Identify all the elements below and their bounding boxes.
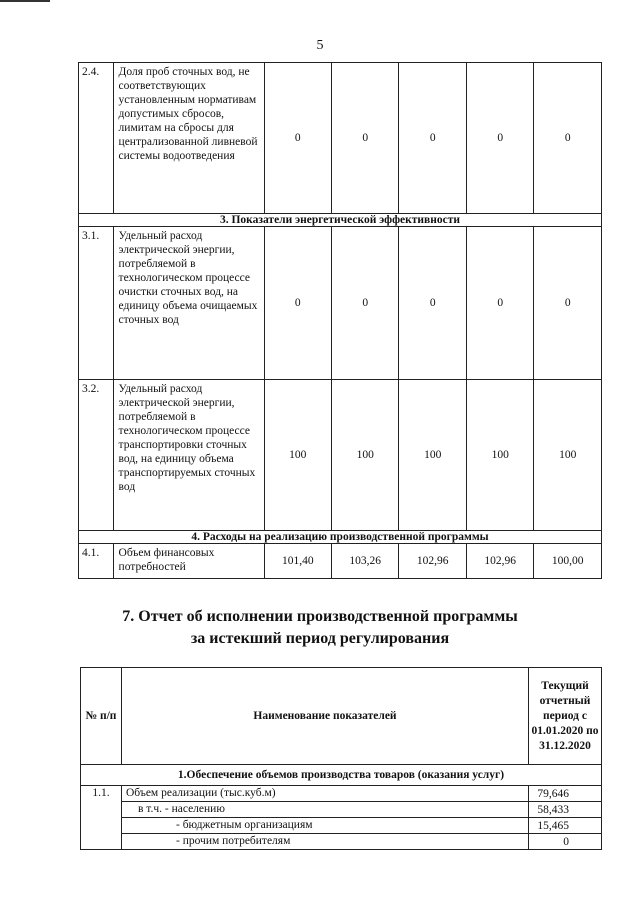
table-row — [79, 63, 602, 214]
table-row — [79, 380, 602, 531]
section-heading: 3. Показатели энергетической эффективности — [79, 214, 602, 227]
section-title-line2: за истекший период регулирования — [190, 630, 450, 647]
value-cell: 0 — [466, 227, 533, 380]
scan-edge-mark — [0, 0, 50, 2]
item-value: 15,465 — [529, 818, 602, 834]
item-label: в т.ч. - населению — [122, 802, 529, 818]
value-cell: 100 — [466, 380, 533, 531]
item-value: 79,646 — [529, 786, 602, 802]
value-cell: 100 — [399, 380, 466, 531]
value-cell: 0 — [264, 227, 331, 380]
value-cell: 100 — [264, 380, 331, 531]
indicator-name: Удельный расход электрической энергии, потребляемой в технологическом процессе очистки сточных вод, на единицу объема очищаемых сточных вод — [113, 227, 264, 380]
indent-cell — [122, 818, 161, 834]
row-number: 4.1. — [79, 544, 114, 579]
section-row — [79, 531, 602, 544]
row-number: 1.1. — [81, 786, 122, 850]
row-number: 2.4. — [79, 63, 114, 214]
value-cell: 100 — [534, 380, 602, 531]
indicator-name: Доля проб сточных вод, не соответствующих установленным нормативам допустимых сбросов, лимитам на сбросы для централизованной ливневой системы водоотведения — [113, 63, 264, 214]
value-cell: 0 — [534, 227, 602, 380]
indicators-table — [78, 62, 602, 579]
section-heading: 4. Расходы на реализацию производственной программы — [79, 531, 602, 544]
header-name: Наименование показателей — [122, 668, 529, 765]
value-cell: 0 — [399, 63, 466, 214]
page-number: 5 — [316, 38, 324, 53]
table-row — [81, 786, 602, 802]
item-value: 0 — [529, 834, 602, 850]
table-row — [79, 227, 602, 380]
value-cell: 0 — [332, 63, 399, 214]
value-cell: 102,96 — [399, 544, 466, 579]
indent-cell — [122, 834, 161, 850]
value-cell: 0 — [466, 63, 533, 214]
item-label: Объем реализации (тыс.куб.м) — [122, 786, 529, 802]
value-cell: 103,26 — [332, 544, 399, 579]
table-row — [81, 834, 602, 850]
table-row — [79, 544, 602, 579]
value-cell: 0 — [399, 227, 466, 380]
item-label: - бюджетным организациям — [160, 818, 529, 834]
section-heading: 1.Обеспечение объемов производства товаров (оказания услуг) — [81, 765, 602, 786]
value-cell: 0 — [264, 63, 331, 214]
item-label: - прочим потребителям — [160, 834, 529, 850]
indicator-name: Объем финансовых потребностей — [113, 544, 264, 579]
report-table — [80, 667, 602, 850]
section-row — [79, 214, 602, 227]
table-row — [81, 802, 602, 818]
section-row — [81, 765, 602, 786]
value-cell: 100,00 — [534, 544, 602, 579]
row-number: 3.2. — [79, 380, 114, 531]
indicator-name: Удельный расход электрической энергии, потребляемой в технологическом процессе транспортировки сточных вод, на единицу объема транспортируемых сточных вод — [113, 380, 264, 531]
item-value: 58,433 — [529, 802, 602, 818]
row-number: 3.1. — [79, 227, 114, 380]
table-row — [81, 818, 602, 834]
value-cell: 101,40 — [264, 544, 331, 579]
value-cell: 0 — [332, 227, 399, 380]
section-title-line1: 7. Отчет об исполнении производственной программы — [122, 608, 518, 625]
header-period: Текущий отчетный период с 01.01.2020 по 31.12.2020 — [529, 668, 602, 765]
value-cell: 102,96 — [466, 544, 533, 579]
value-cell: 0 — [534, 63, 602, 214]
header-row — [81, 668, 602, 765]
header-num: № п/п — [81, 668, 122, 765]
value-cell: 100 — [332, 380, 399, 531]
